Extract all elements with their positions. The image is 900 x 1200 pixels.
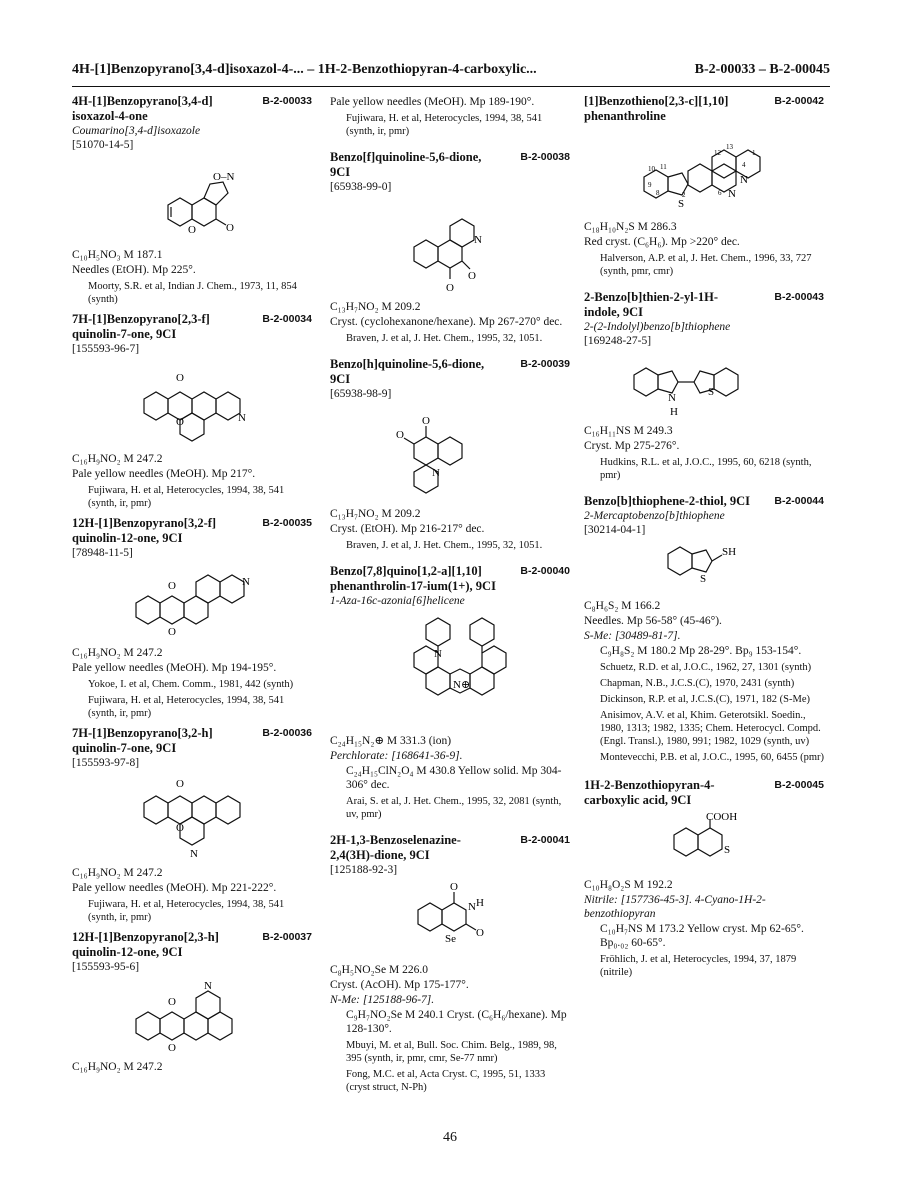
- cas-number: [51070-14-5]: [72, 139, 134, 151]
- structure-e43: [584, 351, 824, 421]
- svg-text:O: O: [176, 416, 184, 428]
- entry-b2-00043: 2-Benzo[b]thien-2-yl-1H- indole, 9CI B-2-00043 2-(2-Indolyl)benzo[b]thiophene [169248-27-5] N H S C₁₆H₁₁NS M 249.3 Cryst. Mp 275-276°. Hudkins, R.L. et al, J.O.C., 1995, 60, 6218 (synth, pmr): [584, 290, 824, 481]
- svg-text:O: O: [450, 881, 458, 893]
- svg-text:S: S: [678, 198, 685, 210]
- svg-text:6: 6: [718, 189, 722, 197]
- column-1: [72, 94, 312, 1080]
- svg-text:O: O: [476, 927, 484, 939]
- entry-b2-00039: Benzo[h]quinoline-5,6-dione, 9CI B-2-00039 [65938-98-9] O O N C₁₃H₇NO₂ M 209.2 Cryst. (EtOH). Mp 216-217° dec. Braven, J. et al, J. Het. Chem., 1995, 32, 1051.: [330, 357, 570, 551]
- svg-text:N: N: [474, 234, 482, 246]
- svg-text:N: N: [238, 412, 246, 424]
- svg-text:O: O: [468, 270, 476, 282]
- formula: C₁₀H₅NO₃ M 187.1: [72, 249, 163, 261]
- svg-text:O: O: [422, 415, 430, 427]
- svg-text:N: N: [204, 980, 212, 992]
- svg-text:9: 9: [648, 181, 652, 189]
- header-range: B-2-00033 – B-2-00045: [694, 62, 830, 77]
- svg-text:O: O: [176, 778, 184, 790]
- svg-text:2: 2: [682, 191, 686, 199]
- structure-e45: [584, 811, 824, 875]
- svg-text:12: 12: [714, 149, 721, 157]
- structure-e33: [72, 155, 312, 245]
- entry-b2-00034: 7H-[1]Benzopyrano[2,3-f] quinolin-7-one, 9CI B-2-00034 [155593-96-7] O O N C₁₆H₉NO₂ M 247.2 Pale yellow needles (MeOH). Mp 217°. Fujiwara, H. et al, Heterocycles, 1994, 38, 541 (synth, ir, pmr): [72, 312, 312, 509]
- structure-e38: [330, 197, 570, 297]
- svg-text:10: 10: [648, 165, 655, 173]
- svg-text:11: 11: [660, 163, 667, 171]
- svg-text:H: H: [476, 897, 484, 909]
- svg-text:O–N: O–N: [213, 171, 235, 183]
- structure-e34: [72, 359, 312, 449]
- column-2: [330, 94, 570, 1100]
- entry-name: 4H-[1]Benzopyrano[3,4-d] isoxazol-4-one: [72, 94, 213, 123]
- svg-text:SH: SH: [722, 546, 737, 558]
- svg-text:O: O: [168, 996, 176, 1008]
- svg-text:N⊕: N⊕: [453, 679, 471, 691]
- svg-text:8: 8: [656, 189, 660, 197]
- svg-text:N: N: [434, 648, 442, 660]
- svg-text:N: N: [242, 576, 250, 588]
- header-title: 4H-[1]Benzopyrano[3,4-d]isoxazol-4-... – 1H-2-Benzothiopyran-4-carboxylic...: [72, 62, 537, 77]
- svg-text:S: S: [708, 386, 715, 398]
- structure-e44: [584, 540, 824, 596]
- entry-b2-00037: 12H-[1]Benzopyrano[2,3-h] quinolin-12-one, 9CI B-2-00037 [155593-95-6] O O N C₁₆H₉NO₂ M 247.2: [72, 930, 312, 1073]
- svg-text:O: O: [168, 626, 176, 638]
- entry-b2-00033: 4H-[1]Benzopyrano[3,4-d] isoxazol-4-one B-2-00033 Coumarino[3,4-d]isoxazole [51070-14-5] O–N O O C₁₀H₅NO₃ M 187.1 Needles (EtOH). Mp 225°. Moorty, S.R. et al, Indian J. Chem., 1973, 11, 854 (synth): [72, 94, 312, 305]
- svg-text:Se: Se: [445, 933, 456, 945]
- entry-b2-00036: 7H-[1]Benzopyrano[3,2-h] quinolin-7-one, 9CI B-2-00036 [155593-97-8] O O N C₁₆H₉NO₂ M 247.2 Pale yellow needles (MeOH). Mp 221-222°. Fujiwara, H. et al, Heterocycles, 1994, 38, 541 (synth, ir, pmr): [72, 726, 312, 923]
- structure-e40: [330, 611, 570, 731]
- svg-text:4: 4: [742, 161, 746, 169]
- entry-b2-00038: Benzo[f]quinoline-5,6-dione, 9CI B-2-00038 [65938-99-0] N O O C₁₃H₇NO₂ M 209.2 Cryst. (cyclohexanone/hexane). Mp 267-270° dec. Braven, J. et al, J. Het. Chem., 1995, 32, 1051.: [330, 150, 570, 344]
- svg-text:N: N: [468, 901, 476, 913]
- svg-text:13: 13: [726, 143, 733, 151]
- column-3: [584, 94, 824, 985]
- structure-e36: [72, 773, 312, 863]
- running-header: [72, 62, 830, 84]
- structure-e42: [584, 127, 824, 217]
- entry-b2-00037-continued: Pale yellow needles (MeOH). Mp 189-190°. Fujiwara, H. et al, Heterocycles, 1994, 38, 541 (synth, ir, pmr): [330, 96, 543, 137]
- svg-text:O: O: [176, 372, 184, 384]
- svg-text:N: N: [728, 188, 736, 200]
- page-number: 46: [443, 1130, 457, 1145]
- svg-text:N: N: [190, 848, 198, 860]
- svg-text:N: N: [740, 174, 748, 186]
- entry-b2-00045: 1H-2-Benzothiopyran-4- carboxylic acid, 9CI B-2-00045 COOH S C₁₀H₈O₂S M 192.2 Nitrile: [157736-45-3]. 4-Cyano-1H-2-benzothiopyran C₁₀H₇NS M 173.2 Yellow cryst. Mp 62-65°. Bp₀.₀₂ 60-65°. Fröhlich, J. et al, Heterocycles, 1994, 37, 1879 (nitrile): [584, 778, 824, 978]
- svg-text:O: O: [188, 224, 196, 236]
- svg-text:1: 1: [752, 149, 756, 157]
- entry-b2-00035: 12H-[1]Benzopyrano[3,2-f] quinolin-12-one, 9CI B-2-00035 [78948-11-5] O O N C₁₆H₉NO₂ M 247.2 Pale yellow needles (MeOH). Mp 194-195°. Yokoe, I. et al, Chem. Comm., 1981, 442 (synth) Fujiwara, H. et al, Heterocycles, 1994, 38, 541 (synth, ir, pmr): [72, 516, 312, 719]
- svg-text:N: N: [432, 467, 440, 479]
- entry-b2-00044: Benzo[b]thiophene-2-thiol, 9CI B-2-00044 2-Mercaptobenzo[b]thiophene [30214-04-1] SH S C₈H₆S₂ M 166.2 Needles. Mp 56-58° (45-46°). S-Me: [30489-81-7]. C₉H₈S₂ M 180.2 Mp 28-29°. Bp₉ 153-154°. Schuetz, R.D. et al, J.O.C., 1962, 27, 1301 (synth) Chapman, N.B., J.C.S.(C), 1970, 2431 (synth) Dickinson, R.P. et al, J.C.S.(C), 1971, 182 (S-Me) Anisimov, A.V. et al, Khim. Geterotsikl. Soedin., 1980, 1313; 1982, 1335; Chem. Heterocycl. Compd. (Engl. Transl.), 1980, 991; 1982, 1029 (synth, uv) Montevecchi, P.B. et al, J.O.C., 1995, 60, 6455 (pmr): [584, 494, 824, 763]
- entry-id: B-2-00033: [262, 95, 312, 107]
- structure-e35: [72, 563, 312, 643]
- entry-b2-00040: Benzo[7,8]quino[1,2-a][1,10] phenanthrolin-17-ium(1+), 9CI B-2-00040 1-Aza-16c-azonia[6]helicene N N⊕ C₂₄H₁₅N₂⊕ M 331.3 (ion) Perchlorate: [168641-36-9]. C₂₄H₁₅ClN₂O₄ M 430.8 Yellow solid. Mp 304-306° dec. Arai, S. et al, J. Het. Chem., 1995, 32, 2081 (synth, uv, pmr): [330, 564, 570, 820]
- svg-text:O: O: [168, 580, 176, 592]
- svg-text:O: O: [226, 222, 234, 234]
- structure-e37: [72, 977, 312, 1057]
- svg-text:H: H: [670, 406, 678, 418]
- svg-text:O: O: [446, 282, 454, 294]
- svg-text:S: S: [724, 844, 731, 856]
- structure-e41: [330, 880, 570, 960]
- svg-text:N: N: [668, 392, 676, 404]
- entry-b2-00042: [1]Benzothieno[2,3-c][1,10] phenanthroline B-2-00042 S N N 10 11 9 8 2 6 12 13 4 1 C₁₈H₁₀N₂S M 286.3 Red cryst. (C₆H₆). Mp >220° dec. Halverson, A.P. et al, J. Het. Chem., 1996, 33, 727 (synth, pmr, cmr): [584, 94, 824, 277]
- svg-text:COOH: COOH: [706, 811, 738, 823]
- synonym: Coumarino[3,4-d]isoxazole: [72, 125, 201, 137]
- header-rule: [72, 86, 830, 87]
- svg-text:O: O: [396, 429, 404, 441]
- structure-e39: [330, 404, 570, 504]
- svg-text:O: O: [176, 822, 184, 834]
- svg-text:S: S: [700, 573, 707, 585]
- entry-b2-00041: 2H-1,3-Benzoselenazine- 2,4(3H)-dione, 9CI B-2-00041 [125188-92-3] O N H Se O C₈H₅NO₂Se M 226.0 Cryst. (AcOH). Mp 175-177°. N-Me: [125188-96-7]. C₉H₇NO₂Se M 240.1 Cryst. (C₆H₆/hexane). Mp 128-130°. Mbuyi, M. et al, Bull. Soc. Chim. Belg., 1989, 98, 395 (synth, ir, pmr, cmr, Se-77 nmr) Fong, M.C. et al, Acta Cryst. C, 1995, 51, 1333 (cryst struct, N-Ph): [330, 833, 570, 1093]
- svg-text:O: O: [168, 1042, 176, 1054]
